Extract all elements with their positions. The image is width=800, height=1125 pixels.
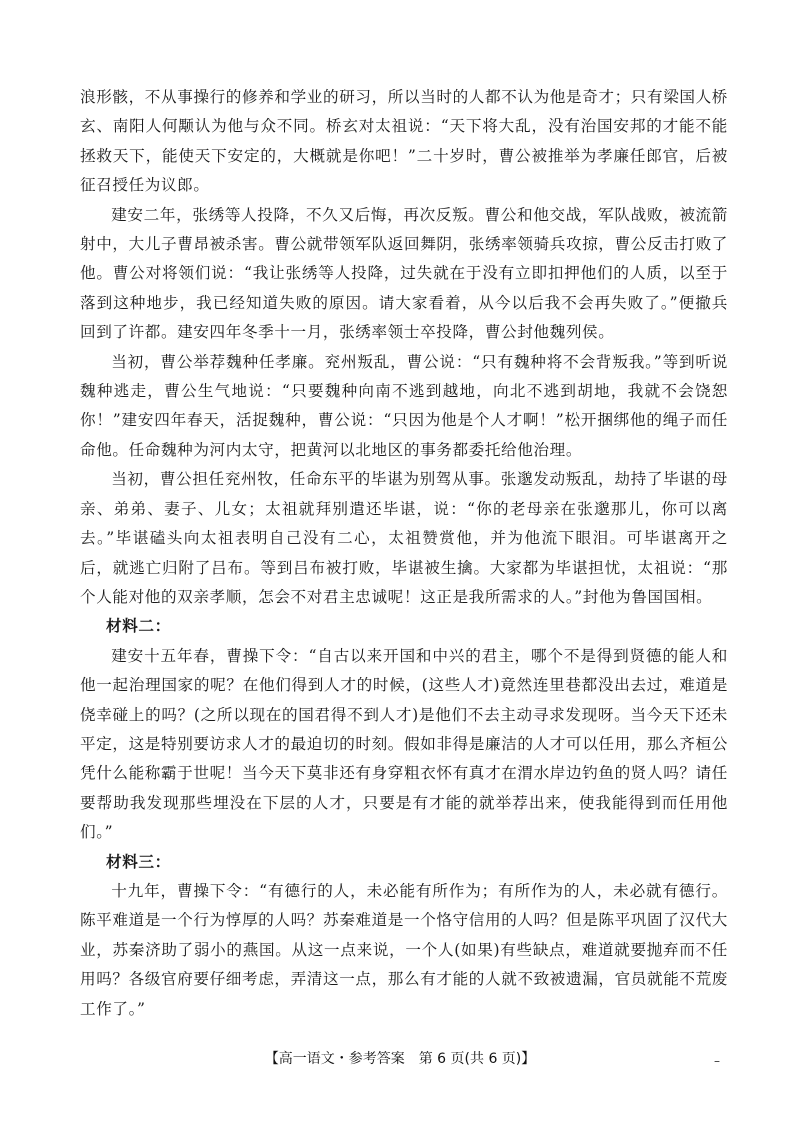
material-three-heading: 材料三：	[106, 852, 171, 871]
paragraph-wei-zhong: 当初，曹公举荐魏种任孝廉。兖州叛乱，曹公说：“只有魏种将不会背叛我。”等到听说魏种逃走，曹公生气地说：“只要魏种向南不逃到越地，向北不逃到胡地，我就不会饶恕你！”建安四年春天，活捉魏种，曹公说：“只因为他是个人才啊！”松开捆绑他的绳子而任命他。任命魏种为河内太守，把黄河以北地区的事务都委托给他治理。	[80, 352, 728, 459]
material-two-paragraph: 建安十五年春，曹操下令：“自古以来开国和中兴的君主，哪个不是得到贤德的能人和他一起治理国家的呢？在他们得到人才的时候，(这些人才)竟然连里巷都没出去过，难道是侥幸碰上的吗？(之所以现在的国君得不到人才)是他们不去主动寻求发现呀。当今天下还未平定，这是特别要访求人才的最迫切的时刻。假如非得是廉洁的人才可以任用，那么齐桓公凭什么能称霸于世呢！当今天下莫非还有身穿粗衣怀有真才在渭水岸边钓鱼的贤人吗？请任要帮助我发现那些埋没在下层的人才，只要是有才能的就举荐出来，使我能得到而任用他们。”	[80, 646, 728, 842]
paragraph-bi-chen: 当初，曹公担任兖州牧，任命东平的毕谌为别驾从事。张邈发动叛乱，劫持了毕谌的母亲、弟弟、妻子、儿女；太祖就拜别遣还毕谌，说：“你的老母亲在张邈那儿，你可以离去。”毕谌磕头向太祖表明自己没有二心，太祖赞赏他，并为他流下眼泪。可毕谌离开之后，就逃亡归附了吕布。等到吕布被打败，毕谌被生擒。大家都为毕谌担忧，太祖说：“那个人能对他的双亲孝顺，怎会不对君主忠诚呢！这正是我所需求的人。”封他为鲁国国相。	[80, 470, 728, 606]
paragraph-jian-an-two: 建安二年，张绣等人投降，不久又后悔，再次反叛。曹公和他交战，军队战败，被流箭射中，大儿子曹昂被杀害。曹公就带领军队返回舞阴，张绣率领骑兵攻掠，曹公反击打败了他。曹公对将领们说：“我让张绣等人投降，过失就在于没有立即扣押他们的人质，以至于落到这种地步，我已经知道失败的原因。请大家看着，从今以后我不会再失败了。”便撤兵回到了许都。建安四年冬季十一月，张绣率领士卒投降，曹公封他魏列侯。	[80, 205, 728, 342]
material-two-heading: 材料二：	[106, 617, 171, 636]
continued-paragraph: 浪形骸，不从事操行的修养和学业的研习，所以当时的人都不认为他是奇才；只有梁国人桥玄、南阳人何颙认为他与众不同。桥玄对太祖说：“天下将大乱，没有治国安邦的才能不能拯救天下，能使天下安定的，大概就是你吧！”二十岁时，曹公被推举为孝廉任郎官，后被征召授任为议郎。	[80, 88, 728, 195]
page-footer: 【高一语文・参考答案 第 6 页(共 6 页)】	[264, 1051, 536, 1067]
material-three-paragraph: 十九年，曹操下令：“有德行的人，未必能有所作为；有所作为的人，未必就有德行。陈平难道是一个行为惇厚的人吗？苏秦难道是一个恪守信用的人吗？但是陈平巩固了汉代大业，苏秦济助了弱小的燕国。从这一点来说，一个人(如果)有些缺点，难道就要抛弃而不任用吗？各级官府要仔细考虑，弄清这一点，那么有才能的人就不致被遗漏，官员就能不荒废工作了。”	[80, 881, 728, 1018]
answer-key-page	[80, 83, 728, 1024]
corner-mark: –	[714, 1054, 720, 1068]
